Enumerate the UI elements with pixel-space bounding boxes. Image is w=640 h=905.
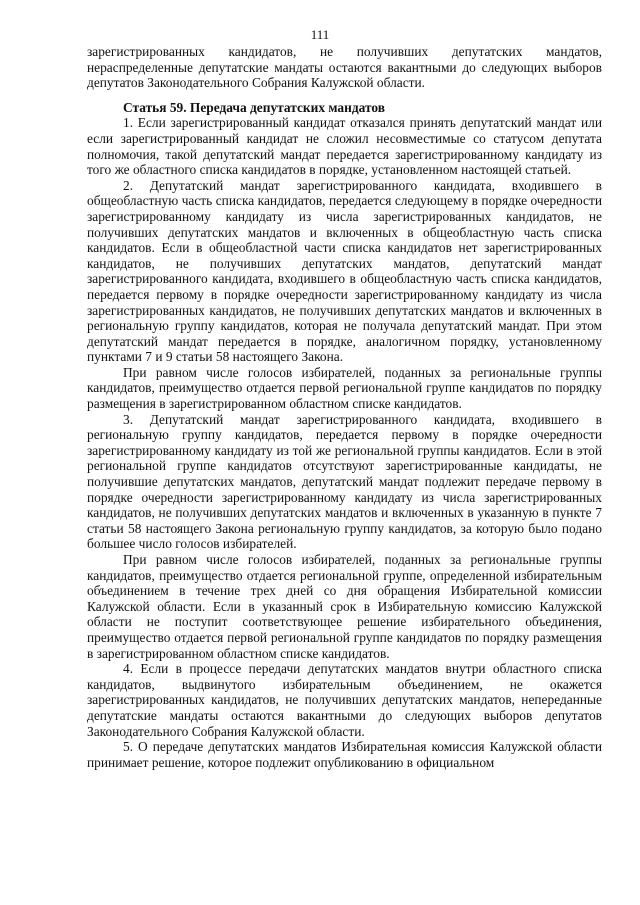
paragraph-3: 3. Депутатский мандат зарегистрированного кандидата, входившего в региональную группу кандидатов, передается первому в порядке очередности зарегистрированному кандидату из той же региональной группы кандидатов. Если в этой региональной группе кандидатов отсутствуют зарегистрированные кандидаты, не получившие депутатских мандатов, депутатский мандат подлежит передаче первому в порядке очередности зарегистрированному кандидату из числа зарегистрированных кандидатов, не получивших депутатских мандатов и включенных в указанную в пункте 7 статьи 58 настоящего Закона региональную группу кандидатов, за которую было подано большее число голосов избирателей.: [87, 411, 602, 552]
paragraph-1: 1. Если зарегистрированный кандидат отказался принять депутатский мандат или если зарегистрированный кандидат не сложил несовместимые со статусом депутата полномочия, такой депутатский мандат передается зарегистрированному кандидату из того же областного списка кандидатов в порядке, установленном настоящей статьей.: [87, 115, 602, 178]
paragraph-2: 2. Депутатский мандат зарегистрированного кандидата, входившего в общеобластную часть списка кандидатов, передается следующему в порядке очередности зарегистрированному кандидату из числа зарегистрированных кандидатов, не получивших депутатских мандатов и включенных в общеобластную часть списка кандидатов. Если в общеобластной части списка кандидатов нет зарегистрированных кандидатов, не получивших депутатских мандатов, депутатский мандат зарегистрированного кандидата, входившего в общеобластную часть списка кандидатов, передается первому в порядке очередности зарегистрированному кандидату из числа зарегистрированных кандидатов, не получивших депутатских мандатов и включенных в региональную группу кандидатов, которая не получала депутатский мандат. При этом депутатский мандат передается в порядке, аналогичном порядку, установленному пунктами 7 и 9 статьи 58 настоящего Закона.: [87, 177, 602, 365]
intro-paragraph: зарегистрированных кандидатов, не получивших депутатских мандатов, нераспределенные депутатские мандаты остаются вакантными до следующих выборов депутатов Законодательного Собрания Калужской области.: [87, 44, 602, 91]
page-number: 111: [310, 27, 330, 42]
article-heading: Статья 59. Передача депутатских мандатов: [123, 99, 385, 115]
paragraph-5: 5. О передаче депутатских мандатов Избирательная комиссия Калужской области принимает решение, которое подлежит опубликованию в официальном: [87, 739, 602, 770]
document-body: [87, 44, 602, 770]
paragraph-4: 4. Если в процессе передачи депутатских мандатов внутри областного списка кандидатов, выдвинутого избирательным объединением, не окажется зарегистрированных кандидатов, не получивших депутатских мандатов, непереданные депутатские мандаты остаются вакантными до следующих выборов депутатов Законодательного Собрания Калужской области.: [87, 661, 602, 739]
paragraph-3-equal-votes: При равном числе голосов избирателей, поданных за региональные группы кандидатов, преимущество отдается региональной группе, определенной избирательным объединением в течение трех дней со дня обращения Избирательной комиссии Калужской области. Если в указанный срок в Избирательную комиссию Калужской области не поступит соответствующее решение избирательного объединения, преимущество отдается первой региональной группе кандидатов по порядку размещения в зарегистрированном областном списке кандидатов.: [87, 552, 602, 661]
paragraph-2-equal-votes: При равном числе голосов избирателей, поданных за региональные группы кандидатов, преимущество отдается первой региональной группе кандидатов по порядку размещения в зарегистрированном областном списке кандидатов.: [87, 364, 602, 412]
